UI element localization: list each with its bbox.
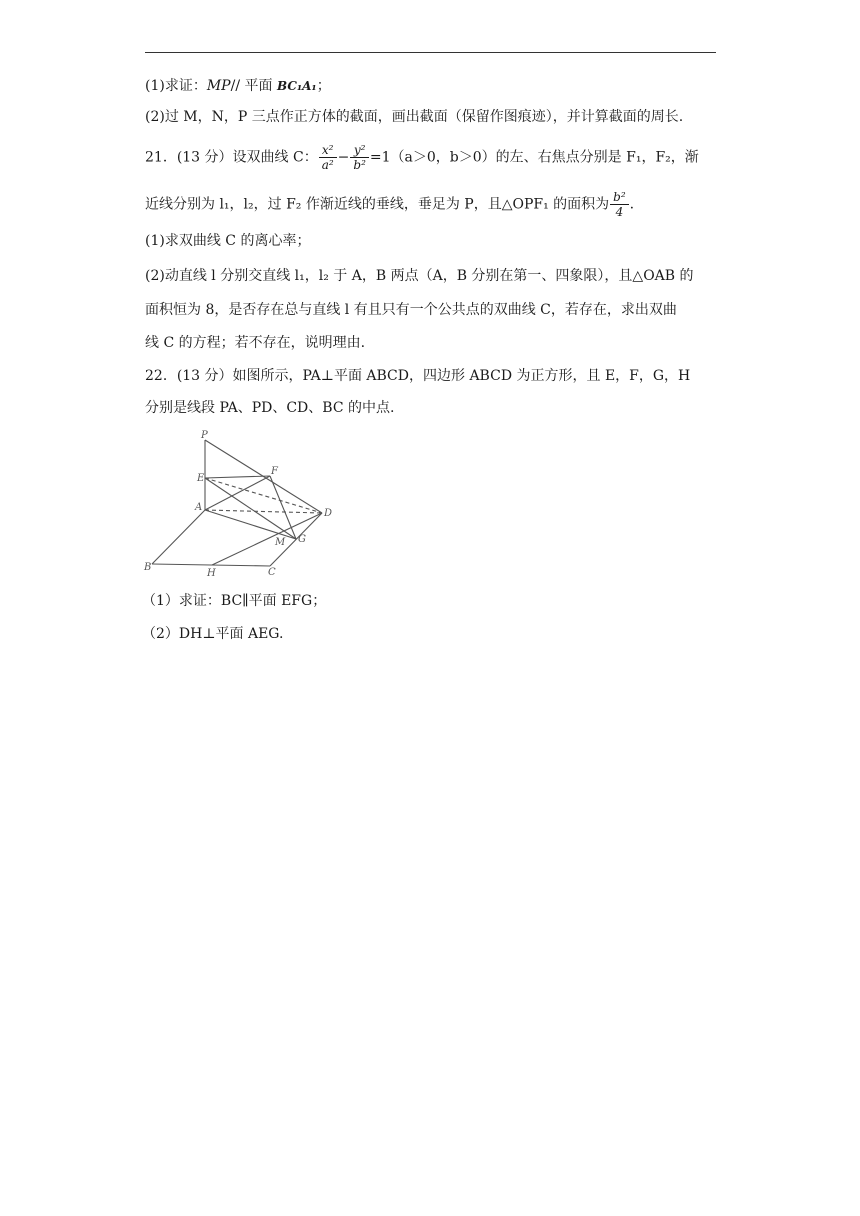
edge-ab bbox=[152, 510, 205, 564]
problem21-part2-line2: 面积恒为 8，是否存在总与直线 l 有且只有一个公共点的双曲线 C，若存在，求出双曲 bbox=[145, 302, 677, 318]
edge-ef bbox=[205, 476, 270, 478]
edge-fg bbox=[270, 476, 296, 539]
problem21-line1: 21．(13 分）设双曲线 C： $\frac{\text{x²}}{\text{a²}}$ − $\frac{\text{y²}}{\text{b²}}$ =1（a＞0，b＞0）的左、右焦点分别是 F₁，F₂，渐 bbox=[145, 143, 699, 172]
edge-eg bbox=[205, 478, 296, 539]
problem22-line2: 分别是线段 PA、PD、CD、BC 的中点. bbox=[145, 400, 395, 416]
label-d: D bbox=[324, 508, 333, 519]
problem22-part2: （2）DH⊥平面 AEG. bbox=[142, 626, 284, 642]
fraction-y2-b2: $\frac{\text{y²}}{\text{b²}}$ bbox=[350, 143, 369, 172]
edge-bc bbox=[152, 564, 270, 566]
problem21-part2-line1: (2)动直线 l 分别交直线 l₁，l₂ 于 A，B 两点（A，B 分别在第一、四象限），且△OAB 的 bbox=[145, 268, 694, 284]
problem21-part1: (1)求双曲线 C 的离心率； bbox=[145, 233, 311, 249]
geometry-figure bbox=[140, 428, 340, 580]
label-h: H bbox=[207, 568, 216, 579]
prev-part2: (2)过 M，N，P 三点作正方体的截面，画出截面（保留作图痕迹），并计算截面的周长. bbox=[145, 109, 684, 125]
problem21-part2-line3: 线 C 的方程；若不存在，说明理由. bbox=[145, 335, 366, 351]
edge-ag bbox=[205, 510, 296, 539]
fraction-b2-4: $\frac{\text{b²}}{4}$ bbox=[610, 190, 629, 219]
label-e: E bbox=[197, 473, 205, 484]
header-rule bbox=[145, 52, 716, 53]
problem22-part1: （1）求证：BC∥平面 EFG； bbox=[142, 593, 327, 609]
label-b: B bbox=[144, 562, 152, 573]
edge-ed-hidden bbox=[205, 478, 322, 513]
edge-ad-hidden bbox=[205, 510, 322, 513]
label-c: C bbox=[268, 567, 276, 578]
fraction-x2-a2: $\frac{\text{x²}}{\text{a²}}$ bbox=[319, 143, 337, 172]
label-g: G bbox=[298, 534, 306, 545]
label-m: M bbox=[275, 537, 286, 548]
prev-part1: (1)求证：MP// 平面 BC₁A₁； bbox=[145, 78, 331, 94]
problem22-line1: 22．(13 分）如图所示，PA⊥平面 ABCD，四边形 ABCD 为正方形，且 E，F，G，H bbox=[145, 368, 691, 384]
label-a: A bbox=[195, 502, 203, 513]
label-f: F bbox=[271, 466, 278, 477]
label-p: P bbox=[201, 430, 208, 441]
problem21-line2: 近线分别为 l₁，l₂，过 F₂ 作渐近线的垂线，垂足为 P，且△OPF₁ 的面积为 $\frac{\text{b²}}{4}$ . bbox=[145, 190, 635, 219]
